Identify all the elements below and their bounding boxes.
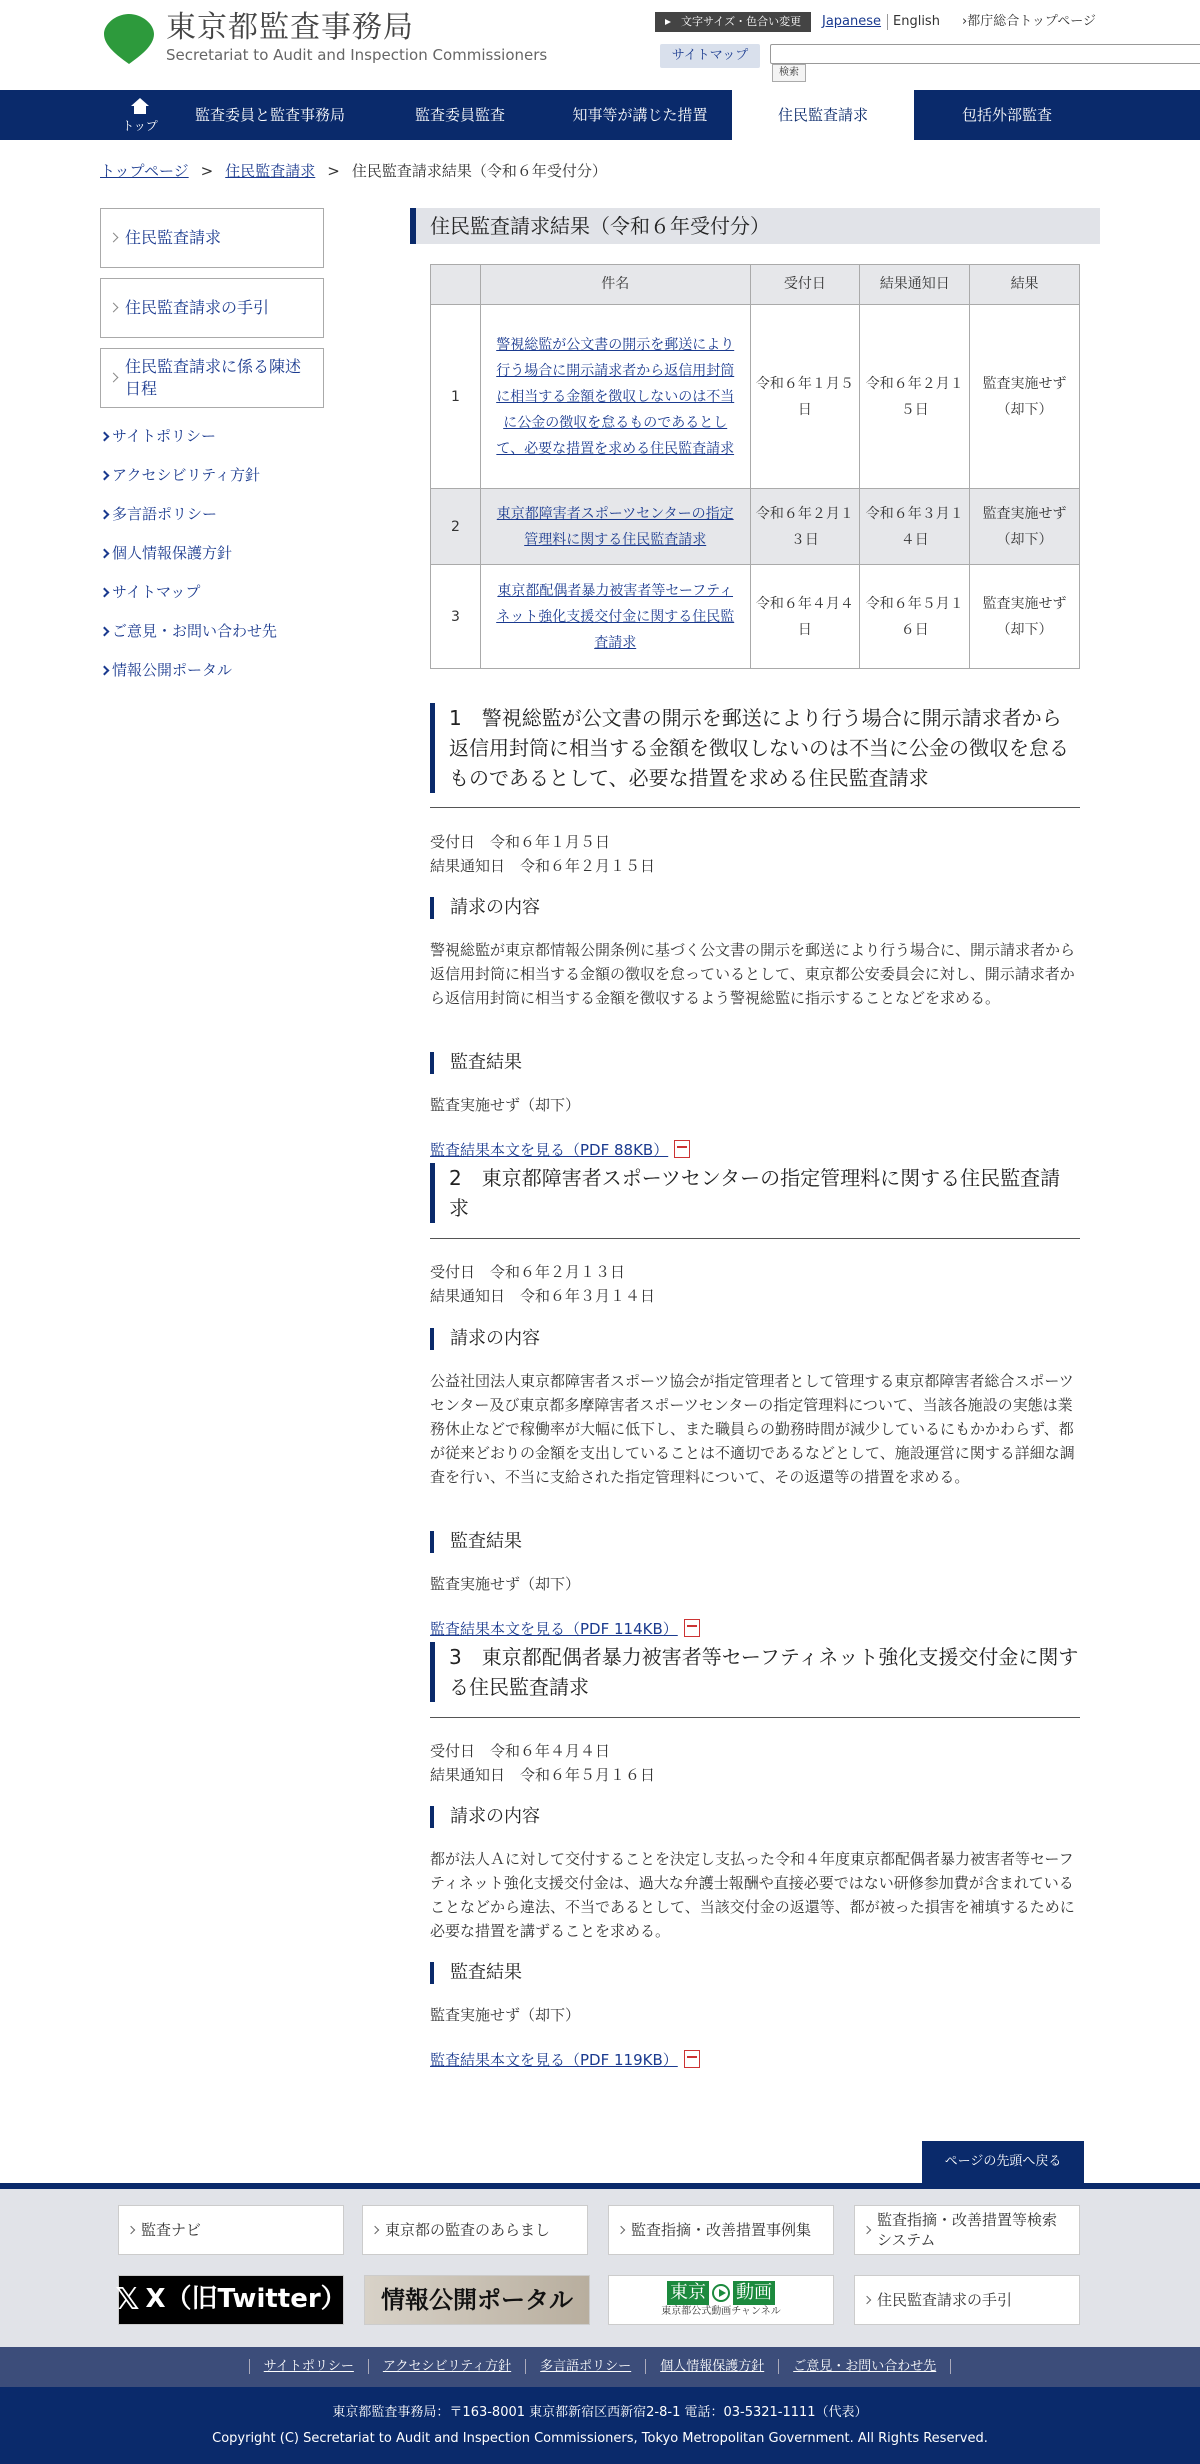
result-text: 監査実施せず（却下） (430, 2006, 581, 2024)
table-cell-name (480, 565, 750, 669)
pdf-icon (684, 2050, 700, 2068)
twitter-banner-label: X（旧Twitter） (145, 2284, 347, 2315)
douga-label-2: 動画 (733, 2281, 775, 2305)
douga-sub-label: 東京都公式動画チャンネル (661, 2306, 781, 2317)
search-button[interactable]: 検索 (772, 64, 806, 82)
table-row (431, 565, 1080, 669)
lang-japanese-link[interactable]: Japanese (822, 14, 882, 29)
chevron-right-icon: › (962, 14, 968, 29)
footer-link-accessibility[interactable]: アクセシビリティ方針 (368, 2359, 525, 2374)
footer-links (0, 2347, 1200, 2387)
table-header-row (431, 265, 1080, 305)
global-nav (0, 90, 1200, 140)
page-title: 住民監査請求結果（令和６年受付分） (410, 208, 1100, 244)
footer-button-label: 住民監査請求の手引 (877, 2291, 1013, 2309)
result-text: 監査実施せず（却下） (430, 1096, 581, 1114)
notified-date: 結果通知日 令和６年３月１４日 (430, 1287, 656, 1305)
section-heading: 2 東京都障害者スポーツセンターの指定管理料に関する住民監査請求 (430, 1163, 1080, 1223)
sidebar-link-site-policy[interactable]: サイトポリシー (100, 426, 216, 446)
nav-item-external-audit[interactable]: 包括外部監査 (961, 106, 1052, 124)
table-cell-no: 3 (431, 565, 481, 669)
received-date: 受付日 令和６年４月４日 (430, 1742, 611, 1760)
nav-home[interactable] (100, 90, 180, 140)
info-portal-banner-label: 情報公開ポータル (381, 2285, 573, 2314)
request-heading: 請求の内容 (430, 1328, 540, 1350)
pdf-link[interactable] (430, 1619, 700, 1639)
received-date: 受付日 令和６年１月５日 (430, 833, 611, 851)
table-cell-no: 2 (431, 489, 481, 565)
sidebar-box-guide[interactable] (100, 278, 324, 338)
footer-bottom (0, 2387, 1200, 2464)
footer-copyright: Copyright (C) Secretariat to Audit and Inspection Commissioners, Tokyo Metropolitan Government. All Rights Reserved. (212, 2431, 988, 2446)
request-text: 都が法人Ａに対して交付することを決定し支払った令和４年度東京都配偶者暴力被害者等セーフティネット強化支援交付金は、過大な弁護士報酬や直接必要ではない研修参加費が含まれていることなどから違法、不当であるとして、当該交付金の返還等、都が被った損害を補填するために必要な措置を講ずることを求める。 (430, 1850, 1075, 1940)
info-portal-banner[interactable] (364, 2275, 590, 2325)
table-name-link[interactable]: 警視総監が公文書の開示を郵送により行う場合に開示請求者から返信用封筒に相当する金額を徴収しないのは不当に公金の徴収を怠るものであるとして、必要な措置を求める住民監査請求 (496, 336, 735, 457)
sidebar-box-schedule[interactable] (100, 348, 324, 408)
footer-link-site-policy[interactable]: サイトポリシー (249, 2359, 368, 2374)
tokyo-douga-logo (667, 2281, 775, 2305)
lang-separator (887, 14, 888, 30)
tokyo-logo-icon[interactable] (100, 10, 158, 66)
pdf-link[interactable] (430, 1140, 690, 1160)
section-divider (430, 1238, 1080, 1239)
nav-item-commissioners[interactable]: 監査委員と監査事務局 (194, 106, 345, 124)
table-header: 受付日 (750, 265, 860, 305)
sidebar-link-sitemap[interactable]: サイトマップ (100, 582, 200, 602)
table-cell-received: 令和６年１月５日 (750, 305, 860, 489)
section-heading: 3 東京都配偶者暴力被害者等セーフティネット強化支援交付金に関する住民監査請求 (430, 1642, 1080, 1702)
lang-english-link[interactable]: English (893, 14, 940, 29)
sidebar-box-label: 住民監査請求 (125, 228, 222, 247)
footer-button-case-collection[interactable] (608, 2205, 834, 2255)
footer-address: 東京都監査事務局：〒163-8001 東京都新宿区西新宿2-8-1 電話：03-5321-1111（代表） (332, 2405, 868, 2420)
result-text: 監査実施せず（却下） (430, 1575, 581, 1593)
footer-link-privacy[interactable]: 個人情報保護方針 (645, 2359, 778, 2374)
pdf-link-label[interactable]: 監査結果本文を見る（PDF 114KB） (430, 1620, 678, 1638)
table-cell-notified: 令和６年５月１６日 (860, 565, 970, 669)
notified-date: 結果通知日 令和６年２月１５日 (430, 857, 656, 875)
table-cell-name (480, 489, 750, 565)
metro-top-label: 都庁総合トップページ (967, 14, 1097, 29)
table-cell-notified: 令和６年３月１４日 (860, 489, 970, 565)
sidebar-box-resident-audit[interactable] (100, 208, 324, 268)
breadcrumb-resident-audit[interactable]: 住民監査請求 (225, 162, 316, 180)
org-name-en: Secretariat to Audit and Inspection Commissioners (166, 46, 548, 64)
result-heading: 監査結果 (430, 1052, 522, 1074)
nav-home-label: トップ (122, 119, 158, 133)
sitemap-button[interactable]: サイトマップ (660, 44, 760, 68)
footer-button-audit-navi[interactable] (118, 2205, 344, 2255)
footer-button-label: 東京都の監査のあらまし (385, 2221, 551, 2239)
request-text: 警視総監が東京都情報公開条例に基づく公文書の開示を郵送により行う場合に、開示請求者から返信用封筒に相当する金額の徴収を怠っているとして、東京都公安委員会に対し、開示請求者から返信用封筒に相当する金額を徴収するよう警視総監に指示することなどを求める。 (430, 941, 1076, 1007)
table-header (431, 265, 481, 305)
sidebar-box-label: 住民監査請求の手引 (125, 298, 270, 317)
table-row (431, 305, 1080, 489)
breadcrumb-current: 住民監査請求結果（令和６年受付分） (351, 162, 607, 180)
table-cell-received: 令和６年４月４日 (750, 565, 860, 669)
sidebar-link-contact[interactable]: ご意見・お問い合わせ先 (100, 621, 277, 641)
twitter-banner[interactable] (115, 2275, 347, 2325)
table-cell-no: 1 (431, 305, 481, 489)
play-icon (712, 2284, 730, 2302)
pdf-link-label[interactable]: 監査結果本文を見る（PDF 88KB） (430, 1141, 669, 1159)
footer-button-guide[interactable] (854, 2275, 1080, 2325)
sidebar-link-multilingual[interactable]: 多言語ポリシー (100, 504, 217, 524)
douga-label-1: 東京 (667, 2281, 709, 2305)
search-input[interactable] (770, 44, 1200, 64)
nav-item-audit[interactable]: 監査委員監査 (414, 106, 505, 124)
table-row (431, 489, 1080, 565)
request-heading: 請求の内容 (430, 1806, 540, 1828)
pdf-icon (674, 1140, 690, 1158)
table-cell-result: 監査実施せず（却下） (970, 565, 1080, 669)
table-name-link[interactable]: 東京都障害者スポーツセンターの指定管理料に関する住民監査請求 (496, 505, 734, 548)
sidebar-link-privacy[interactable]: 個人情報保護方針 (100, 543, 232, 563)
section-divider (430, 1717, 1080, 1718)
table-cell-result: 監査実施せず（却下） (970, 305, 1080, 489)
pdf-link-label[interactable]: 監査結果本文を見る（PDF 119KB） (430, 2051, 678, 2069)
section-heading: 1 警視総監が公文書の開示を郵送により行う場合に開示請求者から返信用封筒に相当する金額を徴収しないのは不当に公金の徴収を怠るものであるとして、必要な措置を求める住民監査請求 (430, 703, 1080, 793)
table-cell-notified: 令和６年２月１５日 (860, 305, 970, 489)
fontsize-color-button[interactable]: 文字サイズ・色合い変更 (655, 12, 811, 32)
footer-link-contact[interactable]: ご意見・お問い合わせ先 (778, 2359, 951, 2374)
request-heading: 請求の内容 (430, 897, 540, 919)
sidebar-link-info-portal[interactable]: 情報公開ポータル (100, 660, 232, 680)
notified-date: 結果通知日 令和６年５月１６日 (430, 1766, 656, 1784)
x-logo-icon: 𝕏 (115, 2282, 140, 2317)
sidebar-box-label: 住民監査請求に係る陳述日程 (125, 357, 302, 398)
footer-button-label: 監査指摘・改善措置等検索システム (877, 2211, 1058, 2249)
footer-button-search-system[interactable] (854, 2205, 1080, 2255)
result-heading: 監査結果 (430, 1962, 522, 1984)
metro-top-link[interactable] (962, 12, 1096, 32)
footer-link-multilingual[interactable]: 多言語ポリシー (525, 2359, 645, 2374)
pdf-icon (684, 1619, 700, 1637)
request-text: 公益社団法人東京都障害者スポーツ協会が指定管理者として管理する東京都障害者総合スポーツセンター及び東京都多摩障害者スポーツセンターの指定管理料について、当該各施設の実態は業務休止などで稼働率が大幅に低下し、また職員らの勤務時間が減少しているにもかかわらず、都が従来どおりの金額を支出していることは不適切であるなどとして、施設運営に関する詳細な調査を行い、不当に支給された指定管理料について、その返還等の措置を求める。 (430, 1372, 1075, 1486)
received-date: 受付日 令和６年２月１３日 (430, 1263, 626, 1281)
tokyo-douga-banner[interactable] (608, 2275, 834, 2325)
result-heading: 監査結果 (430, 1531, 522, 1553)
breadcrumb (100, 160, 607, 182)
table-header: 件名 (480, 265, 750, 305)
table-cell-received: 令和６年２月１３日 (750, 489, 860, 565)
table-name-link[interactable]: 東京都配偶者暴力被害者等セーフティネット強化支援交付金に関する住民監査請求 (496, 582, 735, 651)
breadcrumb-separator: > (327, 162, 340, 180)
breadcrumb-top[interactable]: トップページ (100, 162, 189, 180)
table-cell-result: 監査実施せず（却下） (970, 489, 1080, 565)
table-cell-name (480, 305, 750, 489)
back-to-top-button[interactable]: ページの先頭へ戻る (922, 2141, 1084, 2183)
table-header: 結果通知日 (860, 265, 970, 305)
org-name-ja[interactable]: 東京都監査事務局 (166, 10, 414, 45)
table-header: 結果 (970, 265, 1080, 305)
breadcrumb-separator: > (200, 162, 214, 180)
footer-button-label: 監査指摘・改善措置事例集 (631, 2221, 812, 2239)
footer-button-overview[interactable] (362, 2205, 588, 2255)
section-divider (430, 807, 1080, 808)
nav-item-measures[interactable]: 知事等が講じた措置 (572, 106, 708, 124)
summary-table (430, 264, 1080, 669)
home-icon (130, 96, 150, 116)
nav-item-resident-audit[interactable]: 住民監査請求 (732, 90, 914, 140)
sidebar-link-accessibility[interactable]: アクセシビリティ方針 (100, 465, 260, 485)
pdf-link[interactable] (430, 2050, 700, 2070)
footer-button-label: 監査ナビ (141, 2221, 202, 2239)
